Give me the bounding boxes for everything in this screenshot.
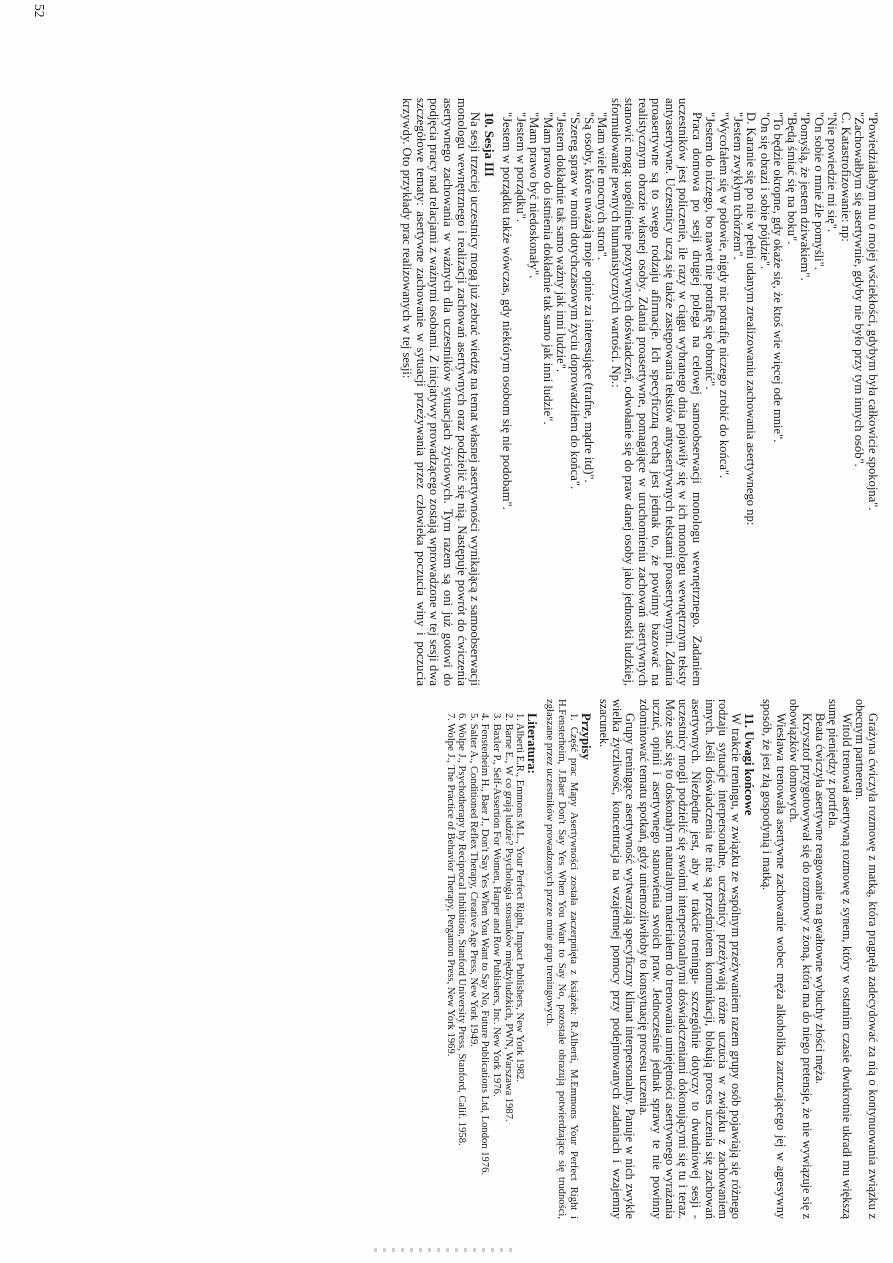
- paragraph: Grupy treningące asertywność wytwarzają specyficzny klimat interpersonalny. Panuje w nich zwykle wielka życzliwość, koncentracja na wzajemnej pomocy przy podejmowanych zadaniach i wzajemny szacunek.: [596, 699, 638, 1219]
- paragraph: D. Karanie się po nie w pełni udanym zrealizowaniu zachowania asertywnego np:: [744, 112, 759, 526]
- quoted-example: "Mam prawo do istnienia dokładnie tak samo jak inni ludzie".: [540, 112, 555, 425]
- section-heading: Literatura:: [525, 713, 540, 774]
- right-text-column: [444, 699, 879, 1219]
- quoted-example: "Wycofałem się w połowie, nigdy nic potrafię niczego zrobić do końca".: [716, 112, 731, 479]
- paragraph: Praca domowa po sesji drugiej polega na celowej samoobserwacji monologu wewnętrznego. Zadaniem uczestników jest policzenie, ile razy w ciągu wybranego dnia pojawiły się w ich monologu wewnętrznym teksty antyasertywne. Uczestnicy uczą się także zastępowania tekstów antyasertywnych tekstami proasertywnymi. Zdania proasertywne są to swego rodzaju afirmacje. Ich specyficzną cechą jest jednak to, że powinny bazować na realistycznym obrazie własnej osoby. Zdania proasertywne, pomagające w uruchomieniu zachowań asertywnych stanowić mogą: uogólnienie pozytywnych doświadczeń, odwołanie się do praw danej osoby jako jednostki ludzkiej, sformułowanie pewnych humanistycznych wartości. Np.:: [608, 98, 704, 686]
- section-heading: Przypisy: [578, 713, 593, 760]
- quoted-example: "Szereg spraw w moim dotychczasowym życiu doprowadziłem do końca".: [567, 112, 582, 490]
- page-number: 52: [32, 4, 47, 18]
- reference-item: 7. Wolpe J., The Practice of Behavior Therapy, Pergamon Press, New York 1969.: [444, 713, 456, 1057]
- quoted-example: "Pomyślą, że jestem dziwakiem".: [798, 112, 813, 281]
- paragraph: Krzysztof przygotowywał się do rozmowy z żoną, która ma do niego pretensje, że nie wywiązuje się z obowiązków domowych.: [786, 699, 814, 1219]
- quoted-example: "Mam prawo być niedoskonały".: [527, 112, 542, 279]
- quoted-example: "On sobie o mnie źle pomyśli".: [811, 112, 826, 270]
- reference-item: 2. Barne E., W co grają ludzie? Psychologia stosunków międzyludzkich, PWN, Warszawa 1987.: [502, 713, 514, 1122]
- quoted-example: "Powiedziałabym mu o mojej wściekłości, gdybym była całkowicie spokojna".: [866, 112, 880, 511]
- quoted-example: "Są osoby, które uważają moje opinie za interesujące (trafne, mądre itd)".: [581, 112, 596, 483]
- paragraph: Na sesji trzeciej uczestnicy mogą już zebrać wiedzę na temat własnej asertywności wynikającą z samoobserwacji monologu wewnętrznego i realizacji zachowań asertywnych oraz podzielić się nią. Następuje powrót do ćwiczenia asertywnego zachowania w ważnych dla uczestników sytuacjach życiowych. Tym razem są oni już gotowi do podjęcia pracy nad relacjami z ważnymi osobami. Z inicjatywy prowadzącego zostają wprowadzone w tej sesji dwa szczegółowe tematy: asertywne zachowanie w sytuacji przeżywania przez człowieka poczucia winy i poczucia krzywdy. Oto przykłady prac realizowanych w tej sesji:: [400, 98, 483, 686]
- quoted-example: "Jestem do niczego, bo nawet nie potrafię się obronić".: [703, 112, 718, 390]
- reference-item: 5. Salter A., Conditioned Reflex Therapy, Creative Age Press, New York 1949.: [467, 713, 479, 1047]
- quoted-example: "Zachowałbym się asertywnie, gdyby nie było przy tym innych osób".: [852, 112, 867, 467]
- paragraph: W trakcie treningu, w związku ze wspólnym przeżywaniem razem grupy osób pojawiają się różnego rodzaju sytuacje interpersonalne, uczestnicy przeżywają różne uczucia w związku z zachowaniem innych. Jeśli doświadczenia te nie są przedmiotem komunikacji, blokują proces uczenia się zachowań asertywnych. Niezbędne jest, aby w trakcie treningu- szczególnie dotyczy to dwudniowej sesji - uczestnicy mogli podzielić się swoimi interpersonalnymi doświadczeniami dokonującymi się tu i teraz. Może stać się to doskonałym naturalnym materiałem do trenowania umiejętności asertywnego wyrażania uczuć, opinii i asertywnego stanowienia swoich praw. Jednocześnie jednak sprawy te nie powinny zdominować tematu spotkań, gdyż uniemożliwiłoby to konsytuację procesu uczenia.: [636, 699, 743, 1219]
- paragraph: Witold trenował asertywną rozmowę z synem, który w ostatnim czasie dwukrotnie ukradł mu większą sumę pieniędzy z portfela.: [826, 699, 854, 1219]
- footnote: 1. Część prac Mapy Asertywności została zaczerpnięta z książek: R.Alberti, M.Emmons Your Perfect Right i H.Fensterheim, J.Baer Don't Say Yes When You Want to Say No, pozostałe obrazują potwierdzające się trudności, zgłaszane przez uczestników prowadzonych przeze mnie grup treningowych.: [544, 699, 579, 1219]
- paragraph: Grażyna ćwiczyła rozmowę z matką, która pragnęła zadecydować za nią o kontynuowania związku z obecnym partnerem.: [852, 699, 880, 1219]
- reference-item: 1. Alberti E.R., Emmons M.L., Your Perfect Right, Impact Publishers, New York 1982.: [514, 713, 526, 1083]
- reference-item: 3. Baxler P., Self-Assertion For Women, Harper and Row Publishers, Inc. New York 1976.: [491, 713, 503, 1097]
- quoted-example: "To będzie okropne, gdy okaże się, że ktoś wie więcej ode mnie".: [771, 112, 786, 443]
- section-heading: 10. Sesja III: [481, 112, 496, 177]
- quoted-example: "Jestem w porządku".: [513, 112, 528, 222]
- paragraph: Wiesława trenowała asertywne zachowanie wobec męża alkoholika zarzucającego jej w agresywny sposób, że jest złą gospodynią i matką.: [760, 699, 788, 1219]
- reference-item: 4. Fensterheim H., Baer J., Don't Say Yes When You Want to Say No, Future Publications Ltd, London 1976.: [479, 713, 491, 1176]
- quoted-example: "On się obrazi i sobie pójdzie".: [757, 112, 772, 270]
- scan-artifact: [374, 1248, 514, 1252]
- paragraph: Beata ćwiczyła asertywne reagowanie na gwałtowne wybuchy złości męża.: [813, 713, 828, 1085]
- quoted-example: "Mam wiele mocnych stron".: [595, 112, 610, 261]
- quoted-example: "Jestem zwykłym tchórzem".: [730, 112, 745, 260]
- quoted-example: "Jestem w porządku także wówczas, gdy niektórym osobom się nie podobam".: [500, 112, 515, 510]
- quoted-example: "Nie powiedzie mi się".: [825, 112, 840, 233]
- quoted-example: "Będą śmiać się na boku".: [784, 112, 799, 245]
- section-heading: 11. Uwagi końcowe: [742, 713, 757, 816]
- left-text-column: [400, 98, 879, 686]
- quoted-example: C. Katastrofizowanie: np:: [838, 112, 853, 242]
- reference-item: 6. Wolpe J., Psychotherapy by Reciprocal Inhibition, Stanford University Press, Stanford, Calif. 1958.: [456, 713, 468, 1146]
- quoted-example: "Jestem dokładnie tak samo ważny jak inni ludzie".: [554, 112, 569, 372]
